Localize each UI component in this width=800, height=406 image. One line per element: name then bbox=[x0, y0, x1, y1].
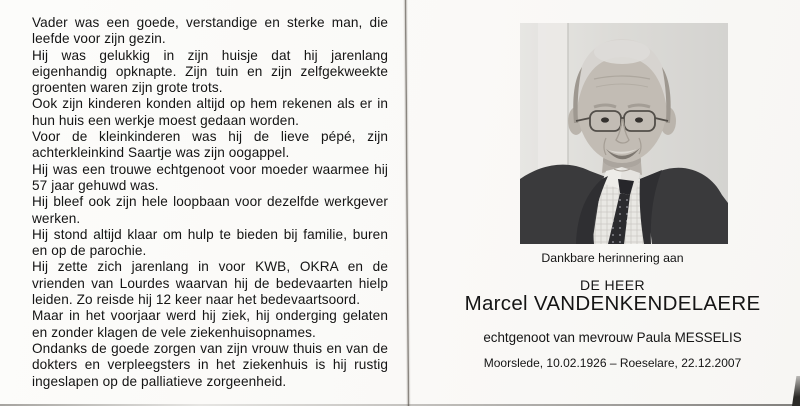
obituary-paragraph: Hij bleef ook zijn hele loopbaan voor dezelfde werkgever werken. bbox=[32, 194, 388, 226]
obituary-paragraph: Hij was een trouwe echtgenoot voor moeder waarmee hij 57 jaar gehuwd was. bbox=[32, 161, 388, 193]
deceased-name: Marcel VANDENKENDELAERE bbox=[464, 292, 761, 315]
obituary-paragraph: Vader was een goede, verstandige en sterke man, die leefde voor zijn gezin. bbox=[32, 15, 388, 47]
obituary-paragraph: Hij was gelukkig in zijn huisje dat hij jarenlang eigenhandig opknapte. Zijn tuin en zijn zelfgekweekte groenten waren zijn grote trots. bbox=[32, 47, 388, 96]
obituary-text-block bbox=[32, 15, 388, 390]
portrait-photo bbox=[520, 23, 728, 244]
scan-corner-notch bbox=[792, 376, 800, 406]
obituary-paragraph: Ook zijn kinderen konden altijd op hem rekenen als er in hun huis een werkje moest gedaan worden. bbox=[32, 96, 388, 128]
birth-death-dates: Moorslede, 10.02.1926 – Roeselare, 22.12.2007 bbox=[483, 356, 742, 370]
obituary-paragraph: Hij zette zich jarenlang in voor KWB, OKRA en de vrienden van Lourdes waarvan hij de bedevaarten hielp leiden. Zo reisde hij 12 keer naar het bedevaartsoord. bbox=[32, 259, 388, 308]
obituary-paragraph: Ondanks de goede zorgen van zijn vrouw thuis en van de dokters en verpleegsters in het ziekenhuis is hij rustig ingeslapen op de palliatieve zorgeenheid. bbox=[32, 340, 388, 389]
card-fold-crease bbox=[403, 0, 411, 406]
obituary-paragraph: Hij stond altijd klaar om hulp te bieden bij familie, buren en op de parochie. bbox=[32, 226, 388, 259]
spouse-line: echtgenoot van mevrouw Paula MESSELIS bbox=[483, 330, 742, 345]
obituary-paragraph: Voor de kleinkinderen was hij de lieve pépé, zijn achterkleinkind Saartje was zijn oogappel. bbox=[32, 129, 388, 161]
honorific-title: DE HEER bbox=[579, 277, 646, 293]
obituary-paragraph: Maar in het voorjaar werd hij ziek, hij onderging gelaten en zonder klagen de vele ziekenhuisopnames. bbox=[32, 308, 388, 340]
portrait-illustration bbox=[520, 23, 728, 244]
memorial-dedication: Dankbare herinnering aan bbox=[541, 251, 684, 265]
